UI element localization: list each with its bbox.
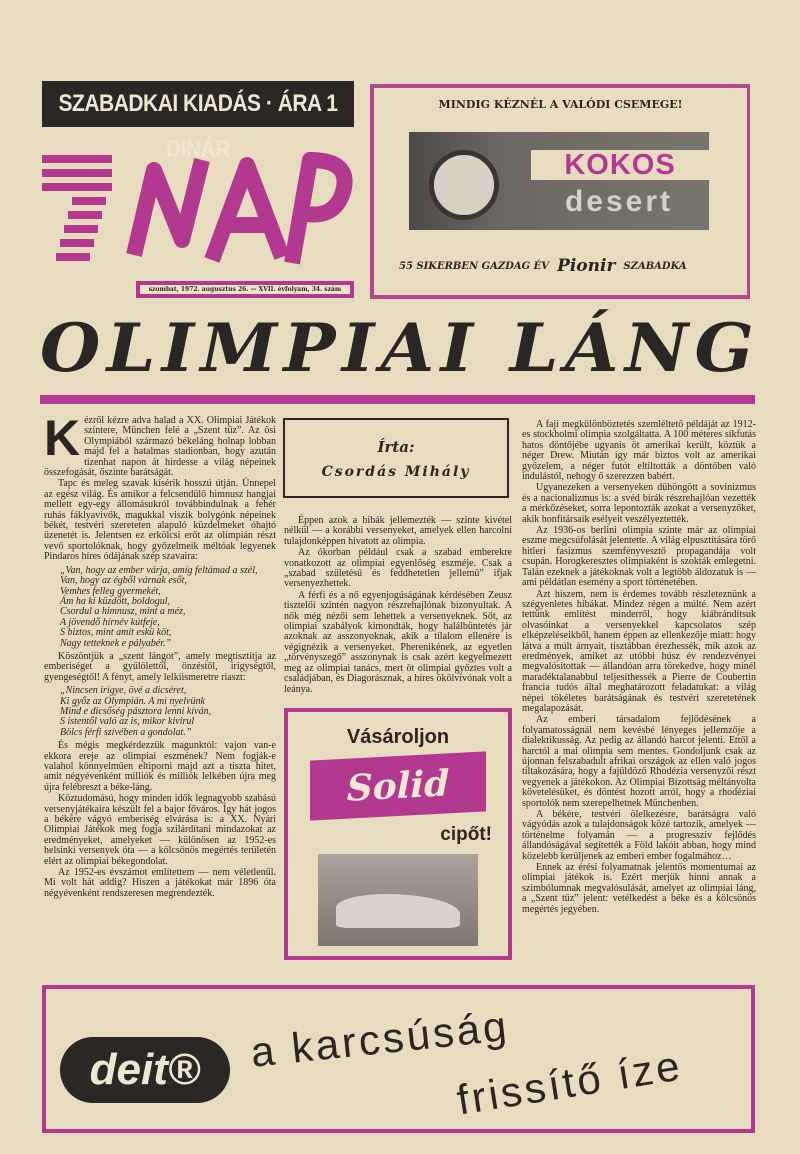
ad-product: cipőt! (440, 824, 492, 845)
poem-quote-1 (60, 566, 276, 649)
dateline: szombat, 1972. augusztus 26. — XVII. évfolyam, 34. szám (136, 281, 354, 298)
poem-line: „Nincsen irigye, övé a dicséret, (60, 685, 187, 697)
paragraph: A békére, testvéri ölelkezésre, barátságra való vágyódás azok a tulajdonságok közé tartozik, amelyek — történelme folyamán — a progresszív fejlődés állandóságával segítették a Föld lakóit abban, hogy mind közelebb kerüljenek az emberi ember fogalmához… (522, 809, 756, 862)
paragraph: Ennek az érési folyamatnak jelentős momentumai az olimpiai játékok is. Ezért merjük hinni annak a szimbólumnak megvalósulását, amelyet az olimpiai láng, a „Szent tűz” jelent: vetélkedést a béke és a kölcsönös megértés jegyében. (522, 862, 756, 915)
article-column-2 (284, 516, 512, 696)
coconut-image (409, 132, 709, 230)
ad-tagline-1: a karcsúság (248, 1002, 512, 1076)
ad-slogan: MINDIG KÉZNÉL A VALÓDI CSEMEGE! (438, 98, 683, 111)
paragraph: Az ókorban például csak a szabad emberekre vonatkozott az olimpiai egyenlőség eszméje. Csak a „szabad születésű és feddhetetlen jellemű” ifjak versenyezhettek. (284, 547, 512, 590)
drop-cap: K (44, 410, 81, 466)
paragraph: Éppen azok a hibák jellemezték — szinte kivétel nélkül — a korábbi versenyeket, amelyek ellen harcolni tulajdonképpen hivatott az olimpia. (284, 515, 512, 547)
ad-brand: Solid (310, 751, 486, 820)
poem-line: S istentől való az is, mikor kivirul (60, 716, 195, 728)
poem-quote-2 (60, 686, 276, 738)
paragraph: Tapс és meleg szavak kísérik hosszú útján. Ünnepel az egész világ. És amikor a felcsendülő himnusz hangjai mellett egy-egy állomásukról továbbindulnak a fehér ruhás fáklyavivők, magukkal viszik bolygónk népeinek békét, testvéri szereteten alapuló küzdelmeket óhajtó üzenetét is. Jelentsen ez erkölcsi erőt az olimpián részt vevő sportolóknak, hogy győzelmeik méltóak legyenek Pindaros híres ódájának szép szavaira: (44, 478, 276, 563)
author-name: Csordás Mihály (321, 464, 471, 480)
kokos-desert-ad (370, 84, 750, 299)
author-box (283, 418, 509, 498)
paragraph: A férfi és a nő egyenjogúságának kérdésében Zeusz tisztelői szintén nagyon részrehajlónak bizonyultak. A nők még nézői sem lehettek a versenyeknek. Sőt, az olimpiai szabályok kimondták, hogy halálbüntetés jár azoknak az asszonyoknak, akik a tilalom ellenére is végignézik a versenyeket. Pherenikének, az egyetlen „törvényszegő” asszonynak is csak azért kegyelmezett meg az olimpiai tanács, mert öt olimpiai győztes volt a családjában, és Diagorásznak, a híres ökölvívónak volt a leánya. (284, 589, 512, 695)
paragraph: Az emberi társadalom fejlődésének a folyamatosságnál nem kevésbé lényeges jellemzője a dialektikusság. Az pedig az állandó harcot jelenti. Ettől a harctól a mai olimpia sem mentes. Gondoljunk csak az újonnan felszabadult afrikai országok az ellen való jogos tiltakozására, hogy a fajüldöző Rhodézia versenyzői részt vegyenek a játékokon. Az Olimpiai Bizottság méltányolta követelésüket, és döntést hozott arról, hogy a rhodéziai sportolók nem szerepelhetnek Münchenben. (522, 714, 756, 809)
ad-tagline: 55 SIKERBEN GAZDAG ÉV (399, 260, 550, 272)
headline: OLIMPIAI LÁNG (39, 309, 760, 387)
ad-tagline-2: frissítő íze (453, 1041, 686, 1124)
ad-brand: KOKOS (531, 150, 709, 180)
poem-line: Ki győz az Olympián. A mi nyelvünk (60, 695, 205, 707)
shoe-icon (336, 894, 460, 928)
paragraph: Köszöntjük a „szent lángot”, amely megtisztítja az emberiséget a gyűlölettől, önzéstől, irigységtől, gyengeségtől! A fényt, amely lelkiismeretre riaszt: (44, 650, 276, 683)
ad-product: desert (564, 185, 674, 218)
poem-line: S biztos, mint amit eskü köt, (60, 627, 172, 639)
deit-logo: deit® (60, 1037, 230, 1103)
ad-headline: Vásároljon (346, 726, 450, 748)
paragraph: Ugyanezeken a versenyeken dühöngött a sovinizmus és a nacionalizmus is: a svéd bírák részrehajlóan vezették a mérkőzéseket, sorra lepontozták azokat a versenyzőket, akik honfitársaik esélyeit veszélyeztették. (522, 482, 756, 525)
solid-shoe-ad (284, 708, 512, 960)
paragraph: Az 1952-es évszámot említettem — nem véletlenül. Mi volt hát addig? Hiszen a játékokat már 1896 óta négyévenként rendszeresen megrendezték. (44, 867, 276, 899)
paragraph: Köztudomású, hogy minden idők legnagyobb szabású versenyjátékaira készült fel a bajor főváros. Így hát jogos a békére vágyó emberiség elvárása is: a XX. Nyári Olimpiai Játékok meg fogja szilárdítani mindazokat az eredményeket, amelyeket — különösen az 1952-es helsinki versenyek óta — a kölcsönös megértés területén elért az olimpiai békegondolat. (44, 793, 276, 867)
poem-line: Bölcs férfi szívében a gondolat.” (60, 726, 192, 738)
shoe-image (318, 854, 478, 946)
divider-rule (40, 395, 755, 404)
coconut-icon (429, 150, 499, 220)
poem-line: Vemhes felleg gyermekét, (60, 585, 161, 597)
newspaper-logo (42, 145, 362, 280)
poem-line: Csordul a himnusz, mint a méz, (60, 606, 186, 618)
paragraph: ézről kézre adva halad a XX. Olimpiai Játékok színtere, München felé a „Szent tűz”. Az ősi Olympiából származó békeláng holnap lobban majd fel a hatalmas stadionban, hogy azután tizenhat napon át hirdesse a világ népeinek összefogását, őszinte barátságát. (44, 415, 276, 479)
paragraph: Az 1936-os berlini olimpia szinte már az olimpiai eszme megcsúfolását jelentette. A világ elpusztítására törő hitleri fasizmus szemfényvesztő propagandája volt csupán. Horogkeresztes olimpiaként is szokták emlegetni. Talán ezeknek a játékoknak volt a legtöbb áldozatuk is — ami példátlan esemény a sport történetében. (522, 525, 756, 589)
poem-line: Nagy tetteknek e pályabér.” (60, 637, 172, 649)
paragraph: Azt hiszem, nem is érdemes tovább részleteznünk a szégyenletes hibákat. Mindez régen a múlté. Nem azért tettünk említést minderről, hogy kiábrándítsuk olvasóinkat a versenyekkel kapcsolatos szép elképzeléseikből, hanem éppen az ellenkezője miatt: hogy látva a múlt árnyait, tisztábban érezhessék, mik azok az eredmények, amiket az utóbbi húsz év rendezvényei megvalósítottak — állandóan arra törekedve, hogy minél maradéktalanabbul teljesíthessék a Pierre de Coubertin francia tudós által meghatározott feladatukat: a világ népei tökéletes barátságának és testvéri szeretetének megalapozását. (522, 588, 756, 714)
edition-banner: SZABADKAI KIADÁS · ÁRA 1 DINÁR (42, 81, 354, 127)
ad-city: SZABADKA (623, 260, 687, 272)
poem-line: Mind e dicsőség pásztora lenni kíván, (60, 705, 212, 717)
company-logo: Pionir (557, 256, 616, 276)
poem-line: Ám ha ki küzdött, boldogul, (60, 595, 170, 607)
paragraph: És mégis megkérdezzük magunktól: vajon van-e ekkora ereje az olimpiai eszmének? Nem fogják-e valahol könnyelműen eltiporni majd azt a tiszta hitet, amit négyévenként milliók és milliók lelkében újra meg újra felébreszt a béke-láng. (44, 740, 276, 793)
poem-line: „Van, hogy az ember várja, amíg feltámad a szél, (60, 564, 258, 576)
deit-ad (42, 985, 755, 1133)
author-label: Írta: (377, 438, 415, 456)
poem-line: Van, hogy az égből várnak esőt, (60, 575, 187, 587)
article-column-3 (522, 420, 756, 916)
article-column-1 (44, 410, 276, 900)
poem-line: A jövendő hírnév kútfeje, (60, 616, 160, 628)
paragraph: A faji megkülönböztetés szemléltető példáját az 1912-es stockholmi olimpia szolgáltatta. A 100 méteres síkfutás hatos döntőjébe ugyanis öt amerikai került, köztük a néger Drew. Miután így már biztos volt az amerikai győzelem, a néger futót eltiltották a döntőben való indulástól, nehogy ő szerezzen babért. (522, 419, 756, 483)
